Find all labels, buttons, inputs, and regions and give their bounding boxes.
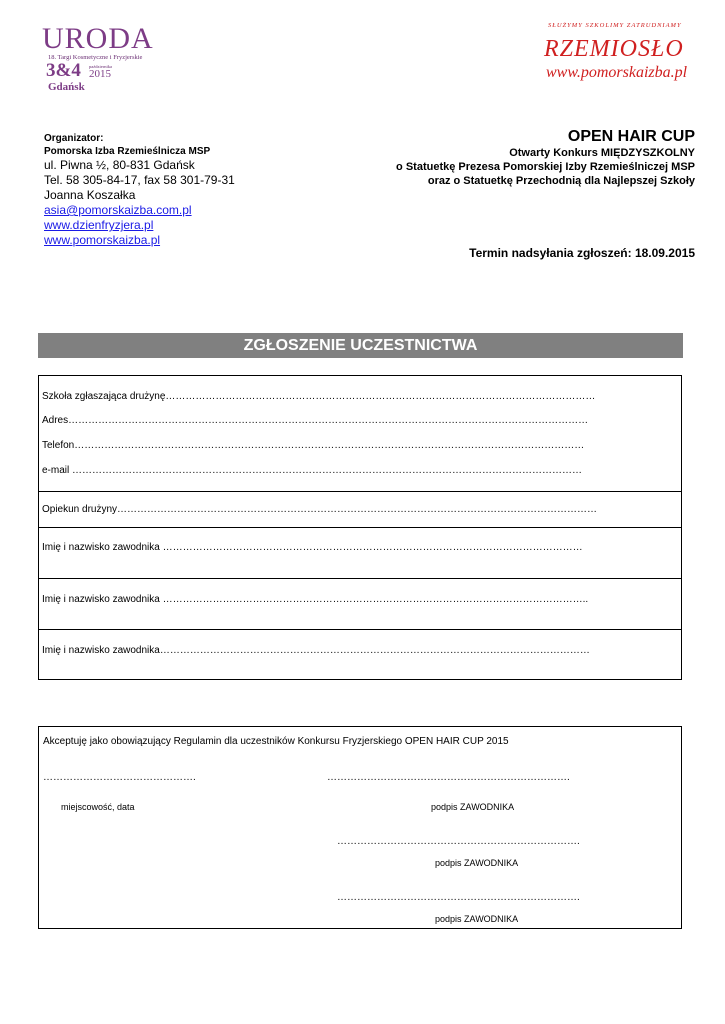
registration-form <box>38 375 682 680</box>
organizer-contact: Joanna Koszałka <box>44 188 136 202</box>
competition-line-1: Otwarty Konkurs MIĘDZYSZKOLNY <box>509 147 695 159</box>
address-field[interactable]: Adres………………………………………………………………………………………………………………………………………… <box>42 415 589 426</box>
submission-deadline: Termin nadsyłania zgłoszeń: 18.09.2015 <box>469 246 695 260</box>
school-field[interactable]: Szkoła zgłaszająca drużynę………………………………………………………………………………………………………………… <box>42 391 596 402</box>
organizer-name: Pomorska Izba Rzemieślnicza MSP <box>44 146 211 157</box>
signature-line-1[interactable]: ………………………………………………………………. <box>327 772 570 783</box>
uroda-logo-word: URODA <box>42 22 154 55</box>
school-info-section <box>39 376 681 492</box>
uroda-logo-year: 2015 <box>89 68 111 80</box>
uroda-logo-city: Gdańsk <box>48 81 85 93</box>
organizer-address: ul. Piwna ½, 80-831 Gdańsk <box>44 158 195 172</box>
email-field[interactable]: e-mail ……………………………………………………………………………………………………………………………………… <box>42 465 583 476</box>
uroda-logo-month: października <box>89 64 112 69</box>
competitor-section-2 <box>39 579 681 630</box>
organizer-email-link[interactable]: asia@pomorskaizba.com.pl <box>44 203 192 217</box>
uroda-logo-dates <box>46 61 81 81</box>
guardian-field[interactable]: Opiekun drużyny……………………………………………………………………………………………………………………………… <box>42 504 598 515</box>
rzemioslo-logo <box>540 22 690 87</box>
signature-label-3: podpis ZAWODNIKA <box>435 914 519 924</box>
competitor-3-field[interactable]: Imię i nazwisko zawodnika………………………………………………………………………………………………………………… <box>42 645 590 656</box>
phone-field[interactable]: Telefon……………………………………………………………………………………………………………………………………… <box>42 440 585 451</box>
rzemioslo-word: RZEMIOSŁO <box>544 36 684 62</box>
uroda-logo-subtitle: 18. Targi Kosmetyczne i Fryzjerskie <box>48 54 143 61</box>
competitor-1-field[interactable]: Imię i nazwisko zawodnika ……………………………………………………………………………………………………………… <box>42 542 583 553</box>
signature-label-1: podpis ZAWODNIKA <box>431 802 515 812</box>
agreement-section <box>38 726 682 929</box>
competitor-section-3 <box>39 630 681 680</box>
rzemioslo-url: www.pomorskaizba.pl <box>546 64 688 81</box>
competition-title: OPEN HAIR CUP <box>567 128 695 145</box>
guardian-section <box>39 492 681 528</box>
competitor-section-1 <box>39 528 681 579</box>
competition-block <box>315 128 695 188</box>
uroda-logo <box>42 24 172 94</box>
agreement-text: Akceptuję jako obowiązujący Regulamin dla uczestników Konkursu Fryzjerskiego OPEN HAIR CUP 2015 <box>43 736 509 747</box>
organizer-block <box>44 133 304 248</box>
form-banner-title: ZGŁOSZENIE UCZESTNICTWA <box>38 333 683 358</box>
place-date-label: miejscowość, data <box>61 802 135 812</box>
signature-line-3[interactable]: ………………………………………………………………. <box>337 892 580 903</box>
signature-line-2[interactable]: ………………………………………………………………. <box>337 836 580 847</box>
competition-line-2: o Statuetkę Prezesa Pomorskiej Izby Rzemieślniczej MSP <box>396 161 695 173</box>
organizer-website-link-1[interactable]: www.dzienfryzjera.pl <box>44 218 154 232</box>
competition-line-3: oraz o Statuetkę Przechodnią dla Najlepszej Szkoły <box>427 175 695 187</box>
rzemioslo-tagline: SŁUŻYMY SZKOLIMY ZATRUDNIAMY <box>548 22 682 29</box>
place-date-line[interactable]: ………………………………………. <box>43 772 196 783</box>
uroda-dates-text: 3&4 <box>46 60 81 81</box>
organizer-label: Organizator: <box>44 133 104 144</box>
competitor-2-field[interactable]: Imię i nazwisko zawodnika ……………………………………………………………………………………………………………….. <box>42 594 589 605</box>
organizer-website-link-2[interactable]: www.pomorskaizba.pl <box>44 233 161 247</box>
organizer-phone: Tel. 58 305-84-17, fax 58 301-79-31 <box>44 173 235 187</box>
signature-label-2: podpis ZAWODNIKA <box>435 858 519 868</box>
